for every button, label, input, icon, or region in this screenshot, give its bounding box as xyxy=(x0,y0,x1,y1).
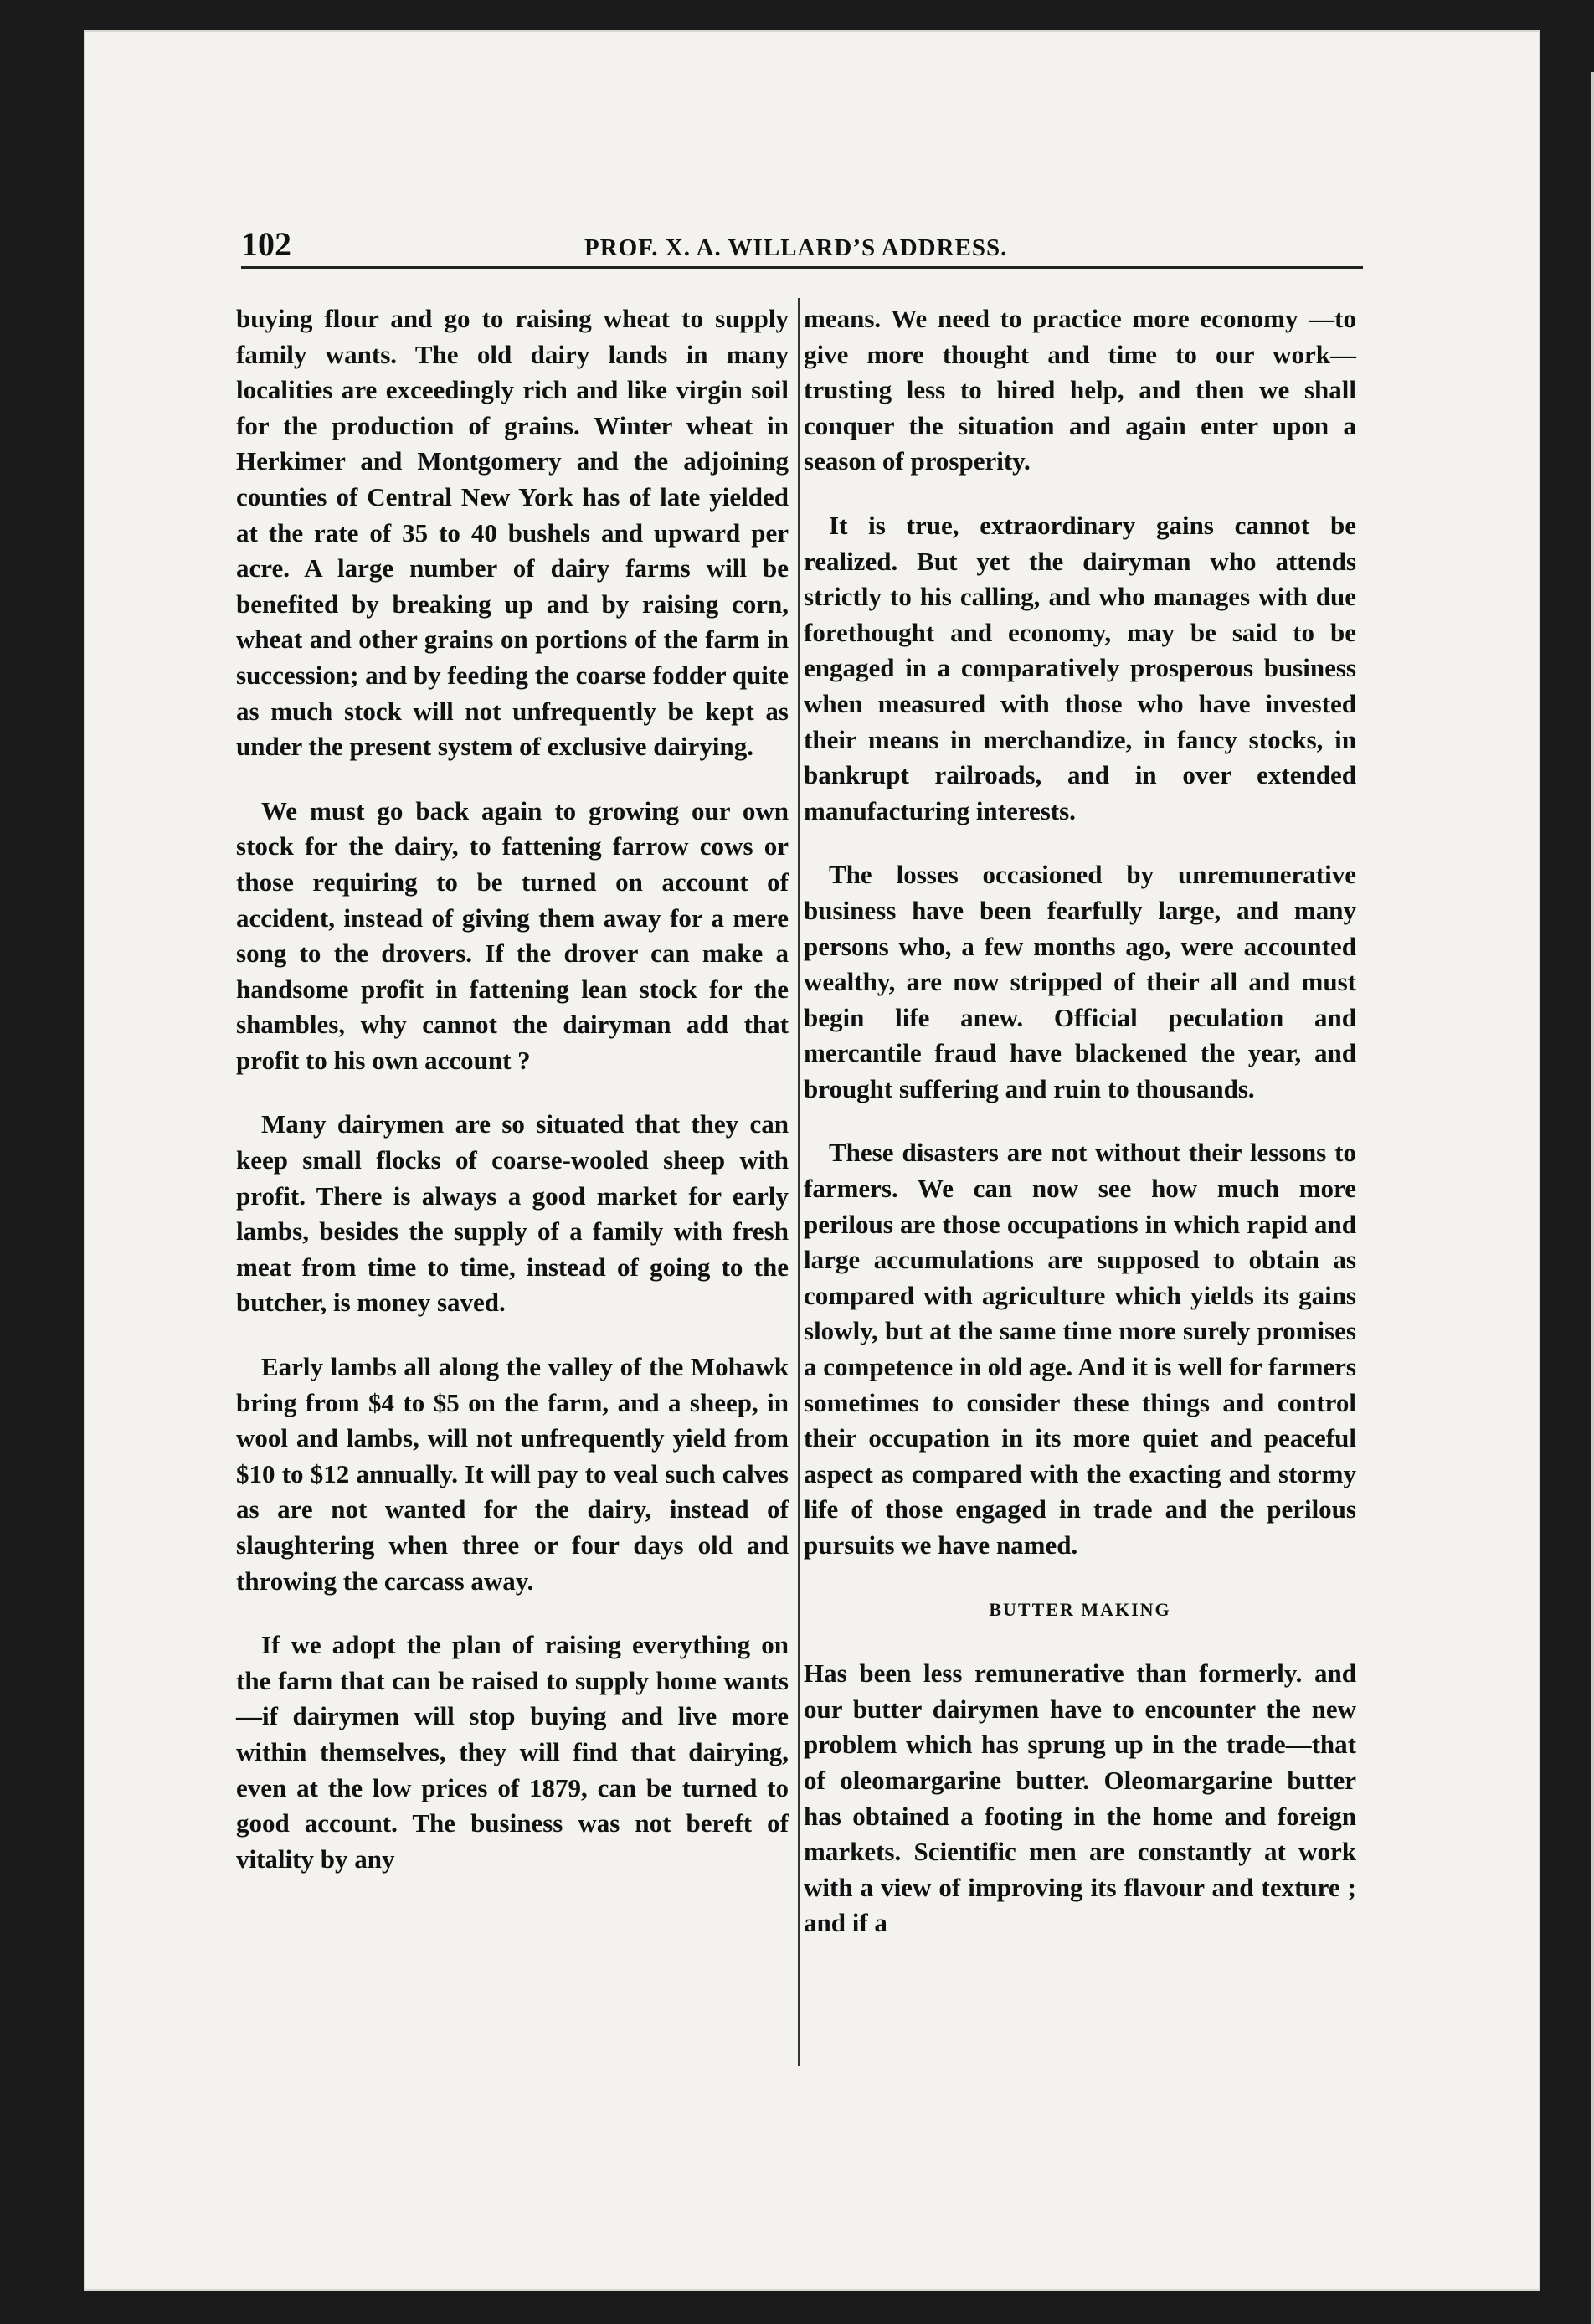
page-edge xyxy=(1591,72,1594,2324)
paragraph: Has been less remunerative than formerly. and our butter dairymen have to encounter the new problem which has sprung up in the trade—that of oleomargarine butter. Oleomargarine butter has obtained a footing in the home and foreign markets. Scientific men are constantly at work with a view of improving its flavour and texture ; and if a xyxy=(804,1658,1356,1938)
paragraph: These disasters are not without their lessons to farmers. We can now see how much more perilous are those occupations in which rapid and large accumulations are supposed to obtain as compared with agriculture which yields its gains slowly, but at the same time more surely promises a competence in old age. And it is well for farmers sometimes to consider these things and control their occupation in its more quiet and peaceful aspect as compared with the exacting and stormy life of those engaged in trade and the perilous pursuits we have named. xyxy=(804,1138,1356,1560)
running-title: PROF. X. A. WILLARD’S ADDRESS. xyxy=(584,234,1008,261)
paragraph: If we adopt the plan of raising everything on the farm that can be raised to supply home wants—if dairymen will stop buying and live more within themselves, they will find that dairying, even at the low prices of 1879, can be turned to good account. The business was not bereft of vitality by any xyxy=(236,1630,789,1874)
paragraph: We must go back again to growing our own stock for the dairy, to fattening farrow cows or those requiring to be turned on account of accident, instead of giving them away for a mere song to the drovers. If the drover can make a handsome profit in fattening lean stock for the shambles, why cannot the dairyman add that profit to his own account ? xyxy=(236,795,789,1075)
page-number: 102 xyxy=(241,225,291,263)
column-divider xyxy=(798,298,800,2066)
paragraph: Many dairymen are so situated that they can keep small flocks of coarse-wooled sheep with profit. There is always a good market for early lambs, besides the supply of a family with fresh meat from time to time, instead of going to the butcher, is money saved. xyxy=(236,1109,789,1318)
left-column xyxy=(236,301,789,1905)
paragraph: The losses occasioned by unremunerative business have been fearfully large, and many persons who, a few months ago, were accounted wealthy, are now stripped of their all and must begin life anew. Official peculation and mercantile fraud have blackened the year, and brought suffering and ruin to thousands. xyxy=(804,860,1356,1103)
right-column xyxy=(804,301,1356,1970)
page-header xyxy=(241,224,1363,269)
paragraph: Early lambs all along the valley of the Mohawk bring from $4 to $5 on the farm, and a sheep, in wool and lambs, will not unfrequently yield from $10 to $12 annually. It will pay to veal such calves as are not wanted for the dairy, instead of slaughtering when three or four days old and throwing the carcass away. xyxy=(236,1352,789,1596)
section-heading: BUTTER MAKING xyxy=(989,1598,1171,1620)
paragraph: It is true, extraordinary gains cannot be realized. But yet the dairyman who attends strictly to his calling, and who manages with due forethought and economy, may be said to be engaged in a comparatively prosperous business when measured with those who have invested their means in merchandize, in fancy stocks, in bankrupt railroads, and in over extended manufacturing interests. xyxy=(804,510,1356,825)
paragraph: buying flour and go to raising wheat to supply family wants. The old dairy lands in many localities are exceedingly rich and like virgin soil for the production of grains. Winter wheat in Herkimer and Montgomery and the adjoining counties of Central New York has of late yielded at the rate of 35 to 40 bushels and upward per acre. A large number of dairy farms will be benefited by breaking up and by raising corn, wheat and other grains on portions of the farm in succession; and by feeding the coarse fodder quite as much stock will not unfrequently be kept as under the present system of exclusive dairying. xyxy=(236,304,789,762)
paragraph: means. We need to practice more economy —to give more thought and time to our work—trusting less to hired help, and then we shall conquer the situation and again enter upon a season of prosperity. xyxy=(804,304,1356,476)
